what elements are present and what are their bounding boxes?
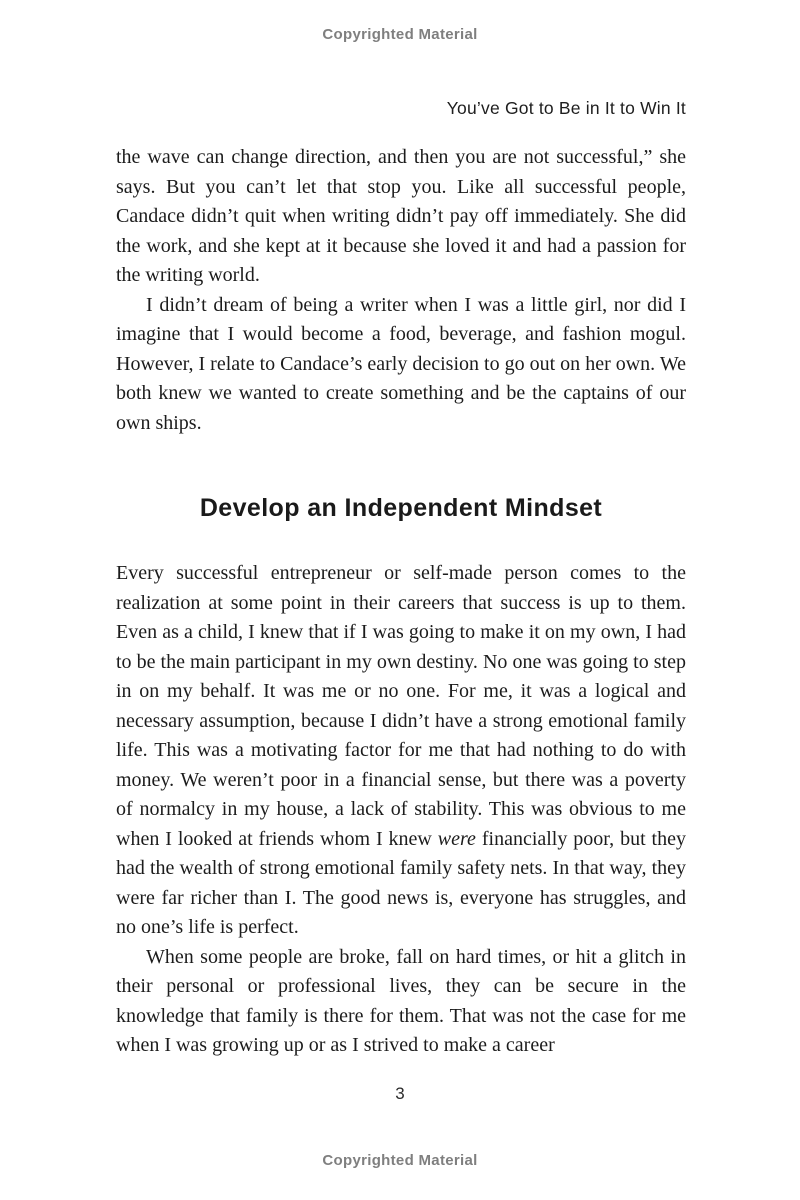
paragraph: I didn’t dream of being a writer when I was a little girl, nor did I imagine that I would become a food, beverage, and fashion mogul. However, I relate to Candace’s early decision to go out on her own. We both knew we wanted to create something and be the captains of our own ships.	[116, 293, 686, 434]
paragraph: When some people are broke, fall on hard times, or hit a glitch in their personal or professional lives, they can be secure in the knowledge that family is there for them. That was not the case for me when I was growing up or as I strived to make a career	[116, 945, 686, 1056]
paragraph	[116, 559, 686, 943]
paragraph: the wave can change direction, and then you are not successful,” she says. But you can’t let that stop you. Like all successful people, Candace didn’t quit when writing didn’t pay off immediately. She did the work, and she kept at it because she loved it and had a passion for the writing world.	[116, 146, 686, 286]
paragraph-run: Every successful entrepreneur or self-made person comes to the realization at some point in their careers that success is up to them. Even as a child, I knew that if I was going to make it on my own, I had to be the main participant in my own destiny. No one was going to step in on my behalf. It was me or no one. For me, it was a logical and necessary assumption, because I didn’t have a strong emotional family life. This was a motivating factor for me that had nothing to do with money. We weren’t poor in a financial sense, but there was a poverty of normalcy in my house, a lack of stability. This was obvious to me when I looked at friends whom I knew	[116, 562, 686, 850]
page-number: 3	[395, 1084, 405, 1103]
paragraph-run: financially poor, but they had the wealth of strong emotional family safety nets. In that way, they were far richer than I. The good news is, everyone has struggles, and no one’s life is perfect.	[116, 827, 686, 938]
section-heading: Develop an Independent Mindset	[199, 494, 603, 522]
body-text-block-upper	[116, 143, 686, 438]
copyright-notice-bottom: Copyrighted Material	[322, 1152, 478, 1169]
paragraph-run-italic: were	[437, 827, 476, 850]
copyright-notice-top: Copyrighted Material	[322, 26, 478, 43]
body-text-block-lower	[116, 559, 686, 1061]
running-header-title: You’ve Got to Be in It to Win It	[446, 98, 686, 118]
